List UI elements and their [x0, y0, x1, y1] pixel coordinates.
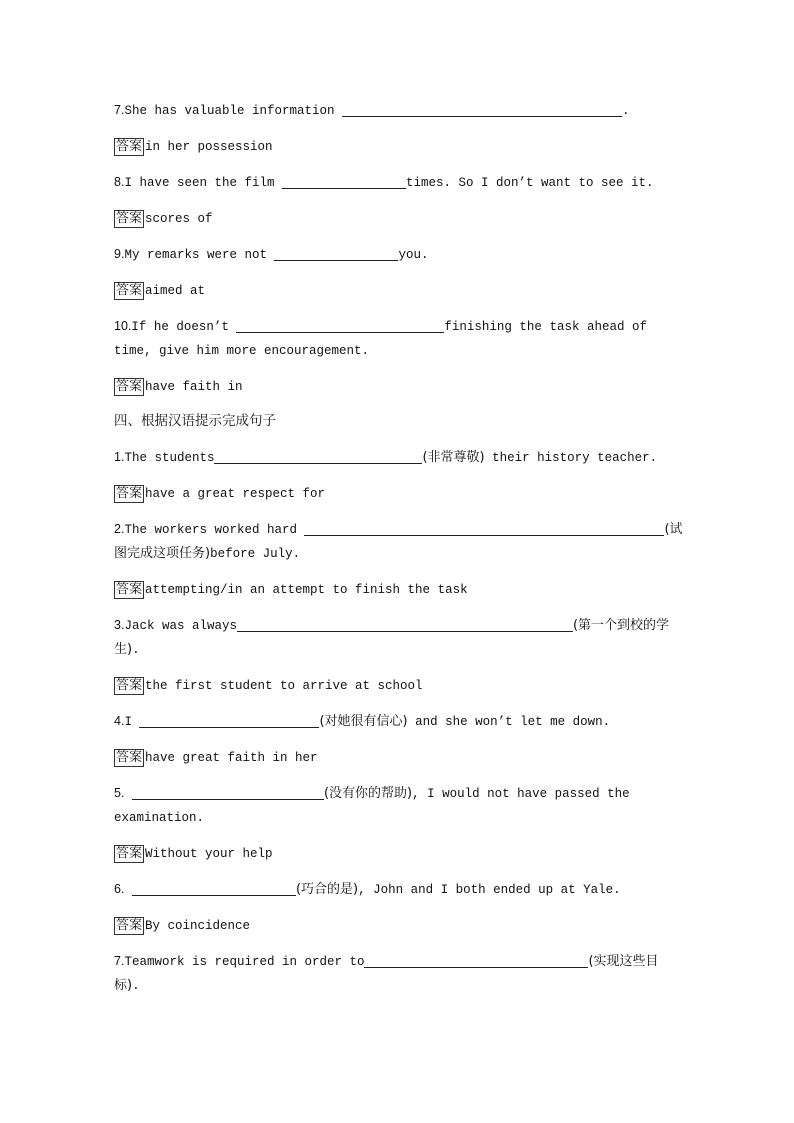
answer-4-3: 答案 the first student to arrive at school — [116, 678, 423, 693]
answer-label: 答案 — [116, 678, 143, 693]
question-3-7: 7.She has valuable information . — [114, 103, 630, 118]
answer-4-5: 答案 Without your help — [116, 846, 273, 861]
question-4-6: 6. (巧合的是), John and I both ended up at Yale. — [114, 882, 621, 897]
answer-label: 答案 — [116, 139, 143, 154]
question-4-4: 4.I (对她很有信心) and she won’t let me down. — [114, 714, 611, 729]
section-title: 四、根据汉语提示完成句子 — [114, 413, 276, 429]
question-4-5: 5. (没有你的帮助), I would not have passed the examination. — [114, 786, 630, 825]
question-3-9: 9.My remarks were not you. — [114, 247, 429, 262]
answer-4-4: 答案 have great faith in her — [116, 750, 318, 765]
answer-blank[interactable] — [214, 449, 422, 464]
answer-3-10: 答案 have faith in — [116, 379, 243, 394]
answer-blank[interactable] — [236, 318, 444, 333]
question-3-8: 8.I have seen the film times. So I don’t want to see it. — [114, 175, 654, 190]
answer-blank[interactable] — [304, 521, 664, 536]
question-4-2: 2.The workers worked hard (试图完成这项任务)before July. — [114, 522, 683, 561]
answer-blank[interactable] — [237, 617, 573, 632]
answer-blank[interactable] — [282, 174, 406, 189]
worksheet-page — [114, 98, 684, 998]
question-4-7: 7.Teamwork is required in order to (实现这些目标). — [114, 954, 659, 993]
answer-label: 答案 — [116, 211, 143, 226]
answer-label: 答案 — [116, 846, 143, 861]
question-3-10: 10.If he doesn’t finishing the task ahead of time, give him more encouragement. — [114, 319, 647, 358]
question-4-1: 1.The students (非常尊敬) their history teacher. — [114, 450, 658, 465]
answer-4-2: 答案 attempting/in an attempt to finish the task — [116, 582, 468, 597]
answer-label: 答案 — [116, 283, 143, 298]
answer-label: 答案 — [116, 582, 143, 597]
answer-blank[interactable] — [274, 246, 398, 261]
answer-3-8: 答案 scores of — [116, 211, 213, 226]
answer-blank[interactable] — [132, 881, 296, 896]
answer-3-9: 答案 aimed at — [116, 283, 206, 298]
answer-blank[interactable] — [364, 953, 588, 968]
answer-label: 答案 — [116, 750, 143, 765]
answer-blank[interactable] — [342, 102, 622, 117]
answer-label: 答案 — [116, 379, 143, 394]
answer-label: 答案 — [116, 918, 143, 933]
answer-blank[interactable] — [139, 713, 319, 728]
answer-4-1: 答案 have a great respect for — [116, 486, 326, 501]
question-4-3: 3.Jack was always (第一个到校的学生). — [114, 618, 670, 657]
answer-3-7: 答案 in her possession — [116, 139, 273, 154]
answer-blank[interactable] — [132, 785, 324, 800]
answer-4-6: 答案 By coincidence — [116, 918, 251, 933]
answer-label: 答案 — [116, 486, 143, 501]
